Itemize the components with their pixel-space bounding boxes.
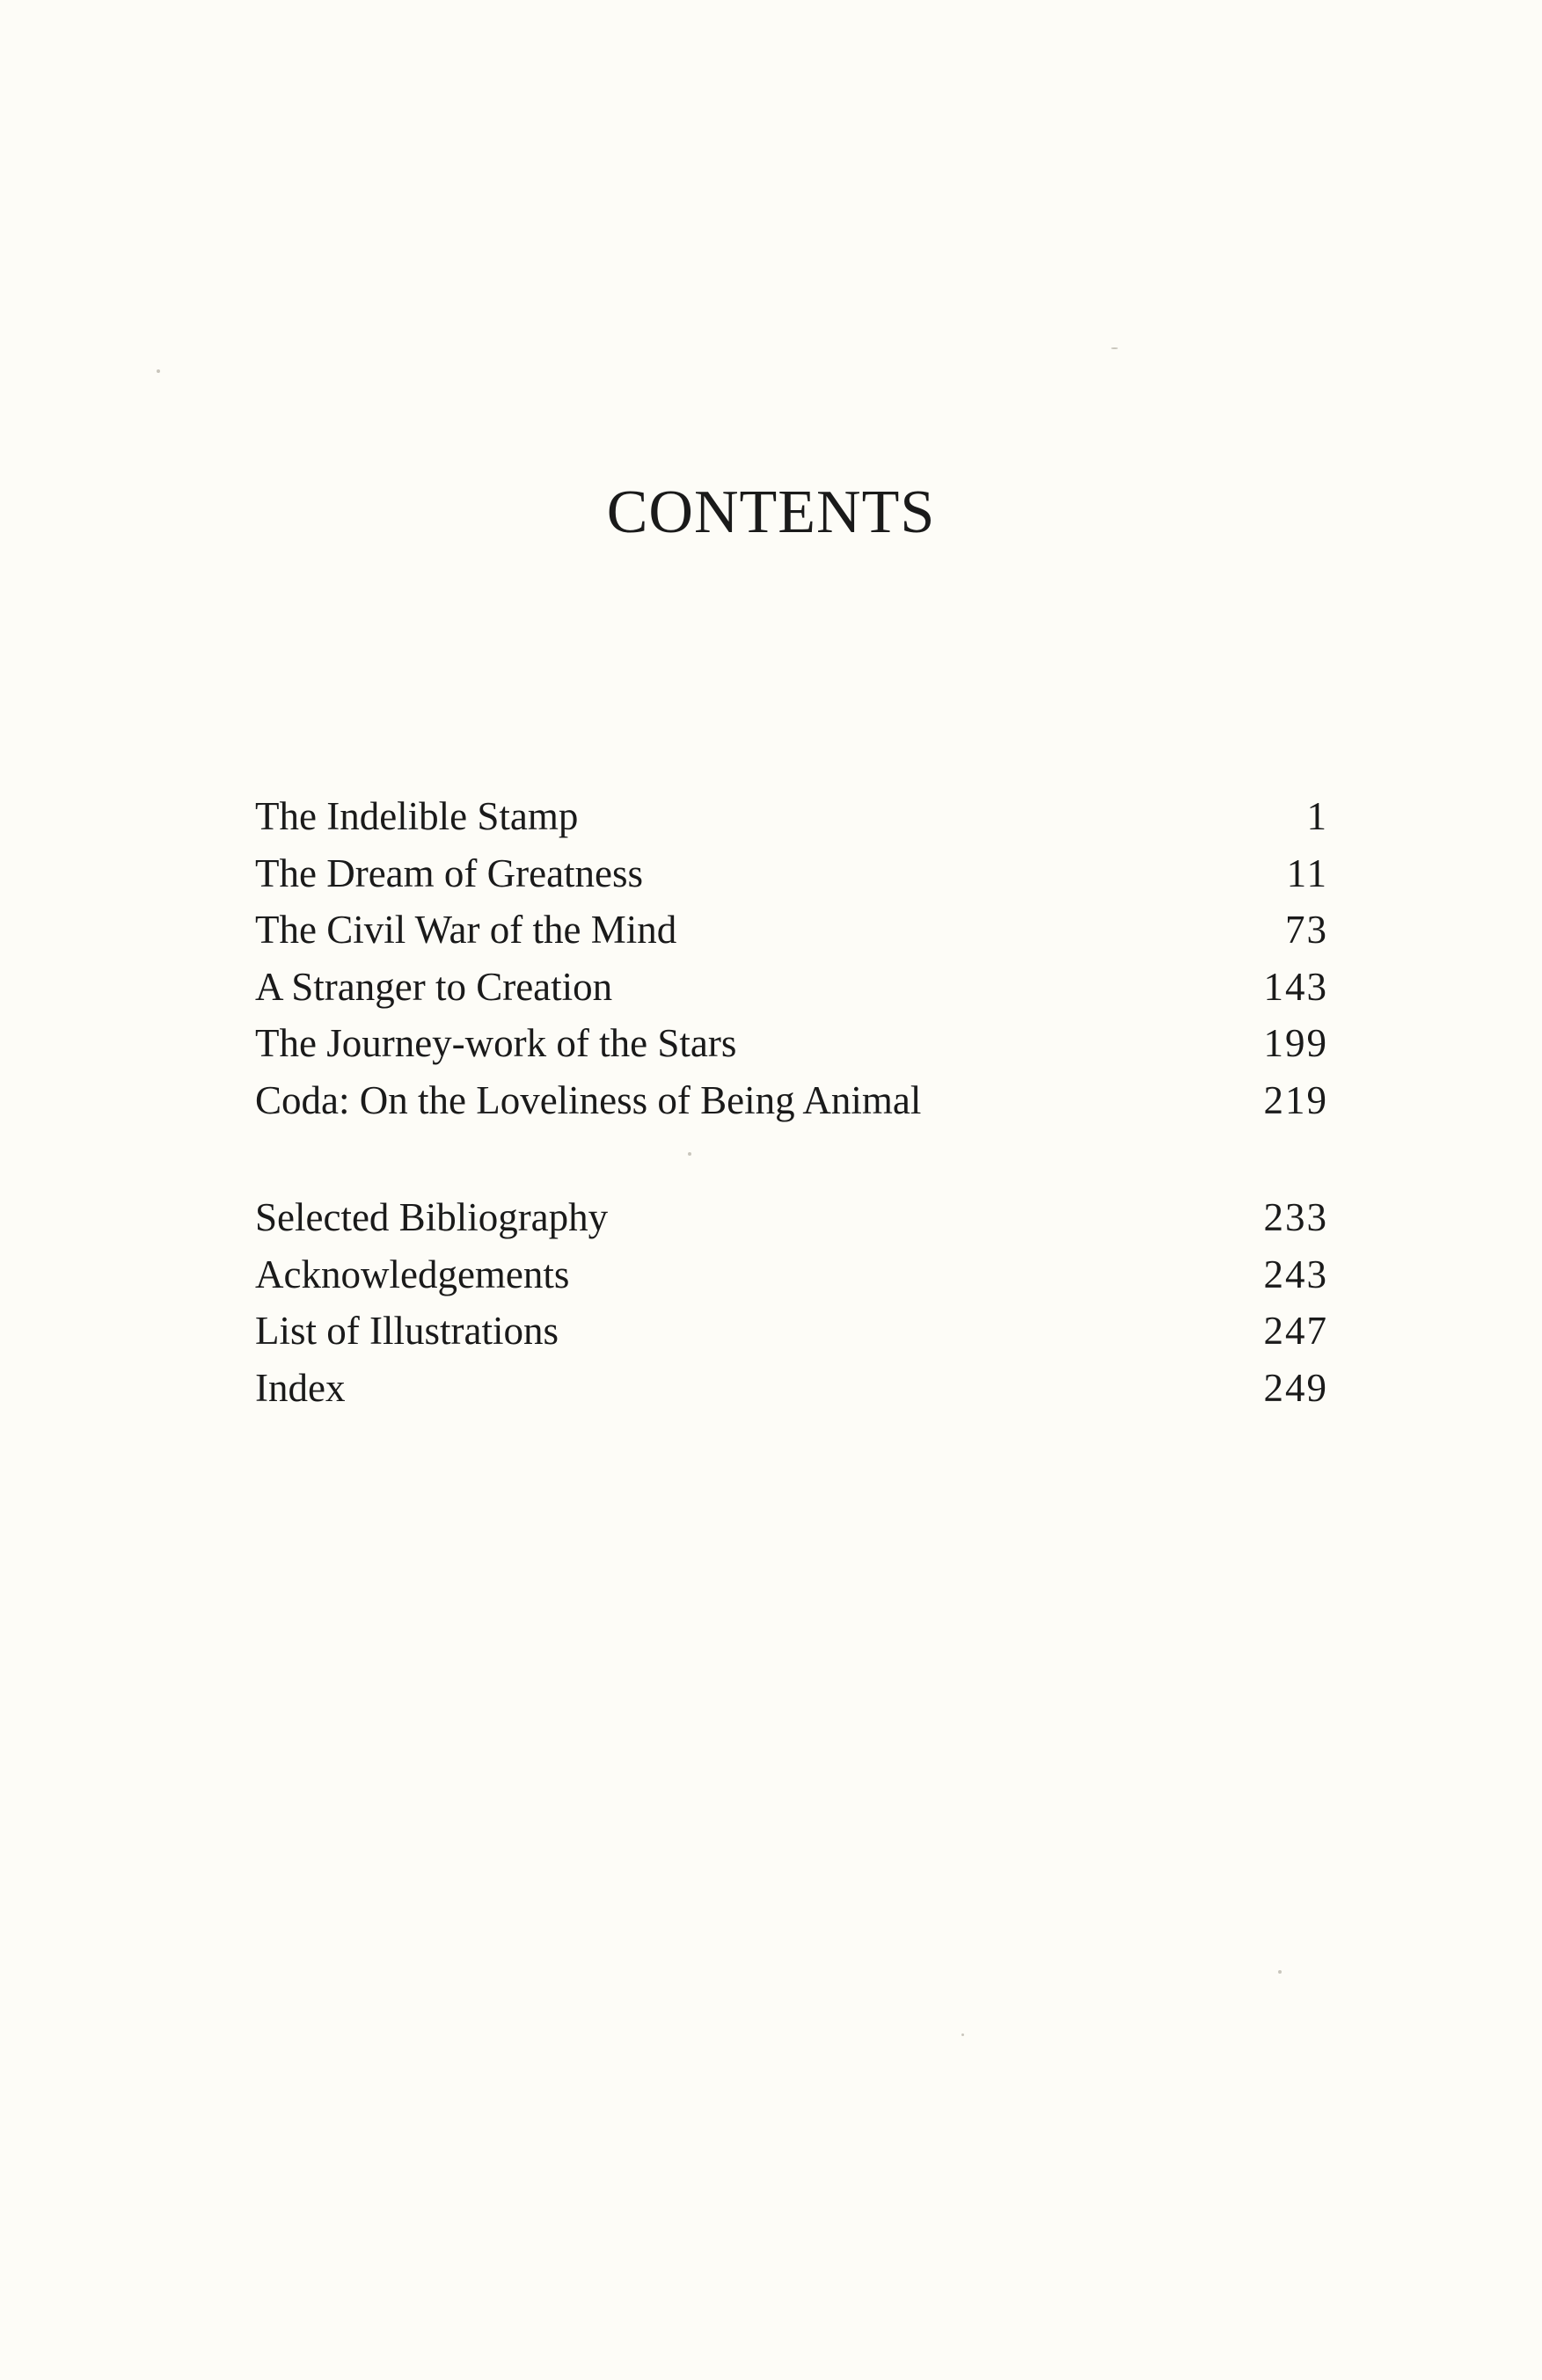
toc-entry <box>255 902 1328 959</box>
toc-entry <box>255 845 1328 902</box>
toc-entry-title: Selected Bibliography <box>255 1195 609 1239</box>
toc-entry-page: 233 <box>1263 1195 1328 1239</box>
toc-entry-title: List of Illustrations <box>255 1309 559 1353</box>
toc-entry <box>255 1015 1328 1072</box>
toc-entry-page: 11 <box>1286 851 1328 895</box>
toc-entry-title: Acknowledgements <box>255 1252 570 1296</box>
toc-entry <box>255 959 1328 1016</box>
toc-entry-title: The Indelible Stamp <box>255 794 579 838</box>
toc-entry-page: 199 <box>1263 1021 1328 1065</box>
toc-entry-title: The Civil War of the Mind <box>255 908 677 952</box>
toc-entry-title: Index <box>255 1365 346 1410</box>
toc-entry-title: A Stranger to Creation <box>255 964 613 1009</box>
chapter-list <box>255 788 1328 1128</box>
toc-entry-title: The Dream of Greatness <box>255 851 644 895</box>
paper-speck <box>1111 347 1118 349</box>
toc-entry-page: 247 <box>1263 1309 1328 1353</box>
toc-entry <box>255 1303 1328 1360</box>
toc-entry <box>255 1072 1328 1129</box>
toc-entry-page: 73 <box>1285 908 1328 952</box>
paper-speck <box>157 369 160 373</box>
backmatter-list <box>255 1189 1328 1416</box>
toc-entry-title: Coda: On the Loveliness of Being Animal <box>255 1077 922 1122</box>
toc-entry <box>255 1189 1328 1246</box>
contents-heading: CONTENTS <box>606 478 936 546</box>
paper-speck <box>688 1152 691 1156</box>
toc-entry-page: 219 <box>1263 1077 1328 1122</box>
toc-entry-page: 1 <box>1306 794 1328 838</box>
paper-speck <box>1278 1970 1282 1974</box>
toc-entry <box>255 1360 1328 1417</box>
toc-entry <box>255 788 1328 845</box>
paper-speck <box>961 2033 964 2036</box>
toc-entry-page: 243 <box>1263 1252 1328 1296</box>
toc-entry-page: 249 <box>1263 1365 1328 1410</box>
toc-entry-page: 143 <box>1263 964 1328 1009</box>
toc-entry <box>255 1246 1328 1303</box>
toc-entry-title: The Journey-work of the Stars <box>255 1021 737 1065</box>
